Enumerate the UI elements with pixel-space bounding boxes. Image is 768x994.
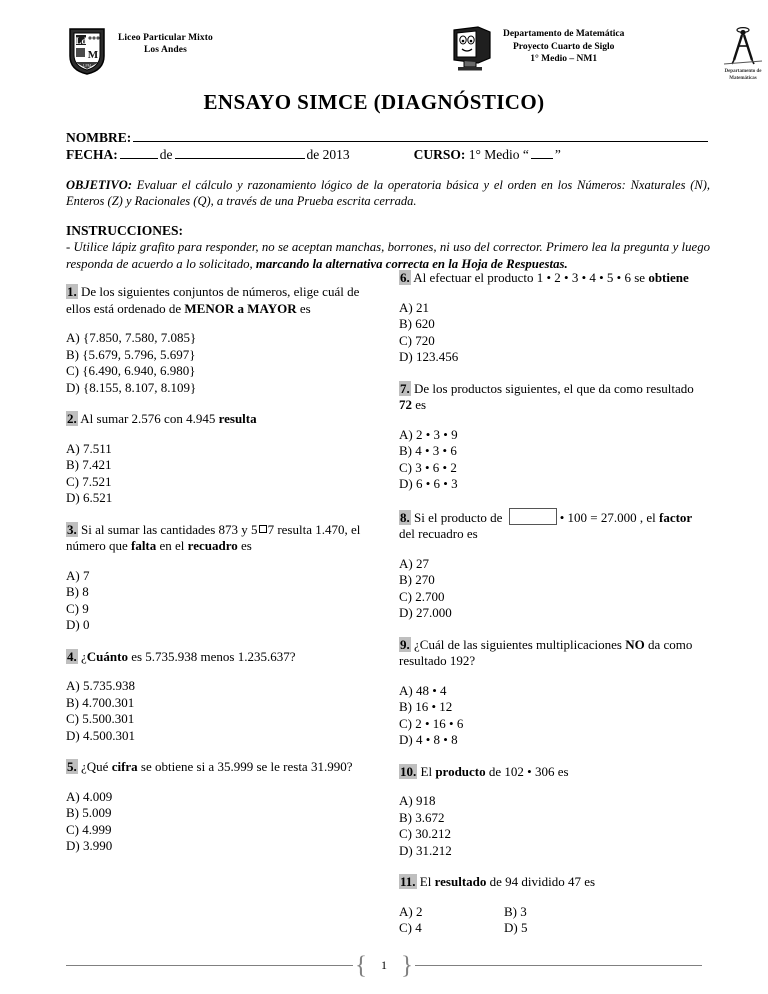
school-name-line2: Los Andes	[144, 45, 187, 55]
question-stem	[66, 284, 377, 317]
answer-option[interactable]: C) 7.521	[66, 473, 112, 489]
stem-text: 7 resulta 1.470, el número que	[66, 521, 361, 553]
svg-text:LPM: LPM	[82, 63, 92, 68]
answer-option[interactable]: D) 6 • 6 • 3	[399, 476, 458, 491]
school-crest-icon	[66, 26, 108, 76]
stem-text: de 94 dividido 47 es	[486, 874, 596, 889]
answer-option[interactable]: C) 720	[399, 332, 435, 348]
question-stem	[66, 759, 377, 776]
answer-option[interactable]: D) 27.000	[399, 605, 452, 620]
answer-option[interactable]: D) 4.500.301	[66, 727, 135, 743]
missing-factor-box	[509, 508, 557, 525]
question-stem	[399, 874, 710, 891]
answer-option[interactable]: B) 4 • 3 • 6	[399, 443, 457, 458]
answer-options	[399, 904, 710, 937]
computer-monitor-icon	[448, 24, 494, 72]
svg-text:Ld: Ld	[75, 36, 87, 46]
answer-option[interactable]: A) 5.735.938	[66, 678, 135, 693]
stem-text: Si el producto de	[410, 509, 506, 525]
department-identity	[448, 24, 624, 72]
objetivo-label: OBJETIVO:	[66, 178, 132, 192]
compass-icon	[720, 24, 766, 68]
question-stem	[399, 764, 710, 781]
answer-option[interactable]: A) 7.511	[66, 440, 112, 456]
answer-option[interactable]: C) {6.490, 6.940, 6.980}	[66, 363, 196, 378]
answer-option[interactable]: C) 3 • 6 • 2	[399, 459, 457, 475]
nombre-input[interactable]	[133, 130, 708, 142]
footer-brace-left: {	[355, 952, 367, 979]
fecha-label: FECHA:	[66, 147, 118, 162]
answer-option[interactable]: C) 9	[66, 600, 89, 616]
question-8	[399, 508, 710, 622]
answer-option[interactable]: B) 16 • 12	[399, 699, 453, 714]
stem-text: ¿	[77, 648, 87, 664]
question-11	[399, 874, 710, 937]
answer-options	[399, 556, 710, 622]
answer-option[interactable]: D) 0	[66, 617, 90, 632]
answer-option[interactable]: A) 27	[399, 555, 429, 571]
stem-text: es	[296, 300, 311, 316]
stem-text: en el	[156, 538, 188, 553]
page-footer	[66, 953, 702, 978]
curso-value: 1° Medio “	[468, 147, 529, 162]
stem-text: El	[416, 874, 435, 889]
answer-option[interactable]: B) 3.672	[399, 809, 445, 825]
stem-text: ¿Qué	[77, 759, 112, 774]
stem-emphasis: MENOR a MAYOR	[184, 300, 297, 316]
stem-text: Al sumar 2.576 con 4.945	[77, 411, 219, 426]
answer-option[interactable]: B) 270	[399, 572, 435, 587]
school-identity	[66, 26, 213, 76]
answer-option[interactable]: C) 4	[399, 920, 422, 935]
stem-emphasis: Cuánto	[86, 648, 128, 664]
school-name-line1: Liceo Particular Mixto	[118, 33, 213, 43]
question-number: 3.	[67, 521, 77, 537]
answer-option[interactable]: A) 21	[399, 299, 429, 315]
department-name	[503, 28, 624, 66]
question-number: 11.	[400, 874, 416, 889]
answer-option[interactable]: C) 2.700	[399, 588, 445, 604]
answer-option[interactable]: B) 3	[504, 903, 527, 919]
stem-emphasis: 72	[399, 397, 412, 412]
stem-text: se obtiene si a 35.999 se le resta 31.990?	[137, 759, 353, 774]
answer-option[interactable]: D) 4 • 8 • 8	[399, 732, 458, 747]
answer-options	[66, 789, 377, 855]
footer-line-right	[415, 965, 702, 966]
question-number: 7.	[400, 380, 410, 396]
stem-text: es	[412, 397, 427, 412]
answer-options	[66, 678, 377, 744]
page-header	[66, 22, 762, 88]
answer-option[interactable]: A) 2	[399, 903, 423, 919]
stem-text: ¿Cuál de las siguientes multiplicaciones	[410, 636, 626, 652]
answer-option[interactable]: A) 7	[66, 567, 90, 583]
question-number: 6.	[400, 270, 410, 285]
curso-close-quote: ”	[554, 147, 561, 162]
questions-column-left	[66, 284, 377, 966]
answer-options	[399, 427, 710, 493]
answer-options	[66, 568, 377, 634]
answer-option[interactable]: D) {8.155, 8.107, 8.109}	[66, 379, 197, 395]
stem-text: de 102 • 306 es	[485, 763, 569, 779]
fecha-row	[66, 146, 710, 163]
nombre-label: NOMBRE:	[66, 130, 132, 145]
answer-options	[399, 683, 710, 749]
stem-text: • 100 = 27.000 , el	[559, 509, 659, 525]
questions-column-right	[399, 270, 710, 952]
school-name	[118, 32, 213, 56]
stem-emphasis: obtiene	[648, 270, 689, 285]
stem-text: El	[417, 763, 436, 779]
answer-option[interactable]: D) 6.521	[66, 490, 113, 505]
compass-caption-line1: Departamento de	[724, 69, 762, 74]
answer-option[interactable]: A) 48 • 4	[399, 682, 447, 698]
question-stem	[399, 381, 710, 414]
instrucciones-body	[66, 239, 710, 272]
nombre-row	[66, 129, 710, 146]
stem-text: da como resultado 192?	[399, 636, 693, 668]
answer-options	[66, 441, 377, 507]
stem-emphasis: resulta	[218, 411, 257, 426]
instrucciones-emphasis: marcando la alternativa correcta en la Hoja de Respuestas.	[255, 256, 568, 271]
footer-brace-right: }	[401, 952, 413, 979]
question-number: 10.	[400, 763, 417, 779]
page-number: 1	[381, 958, 387, 972]
answer-options	[66, 330, 377, 396]
answer-option[interactable]: C) 5.500.301	[66, 711, 135, 726]
dept-line1: Departamento de Matemática	[503, 29, 625, 39]
questions-area	[66, 270, 710, 966]
fecha-de-1: de	[159, 147, 173, 162]
stem-text: Al efectuar el producto 1 • 2 • 3 • 4 • 5 • 6 se	[410, 270, 649, 285]
fecha-day-input[interactable]	[120, 147, 158, 159]
stem-text: es 5.735.938 menos 1.235.637?	[127, 648, 296, 664]
dept-line2: Proyecto Cuarto de Siglo	[512, 41, 615, 52]
stem-text: del recuadro es	[399, 526, 478, 541]
compass-caption	[711, 69, 768, 82]
curso-input[interactable]	[531, 147, 553, 159]
question-7	[399, 381, 710, 493]
answer-option[interactable]: D) 31.212	[399, 842, 452, 858]
question-9	[399, 637, 710, 749]
question-stem	[399, 270, 710, 287]
question-4	[66, 649, 377, 745]
stem-text: De los siguientes conjuntos de números, elige cuál de ellos está ordenado de	[66, 284, 360, 316]
answer-option[interactable]: C) 2 • 16 • 6	[399, 715, 464, 731]
answer-option[interactable]: A) 2 • 3 • 9	[399, 426, 458, 442]
stem-emphasis: factor	[658, 509, 693, 525]
question-number: 5.	[67, 759, 77, 774]
identity-fields	[66, 129, 710, 163]
instrucciones-text: - Utilice lápiz grafito para responder, no se aceptan manchas, borrones, ni uso del corrector. Primero lea la pregunta y luego responda de acuerdo a lo solicitado,	[66, 240, 710, 271]
answer-options	[399, 793, 710, 859]
stem-text: Si al sumar las cantidades 873 y 5	[77, 521, 258, 537]
question-number: 9.	[400, 636, 410, 652]
question-stem	[399, 508, 710, 543]
footer-line-left	[66, 965, 353, 966]
answer-option[interactable]: A) {7.850, 7.580, 7.085}	[66, 330, 197, 345]
answer-option[interactable]: B) {5.679, 5.796, 5.697}	[66, 346, 196, 362]
svg-text:M: M	[87, 49, 99, 61]
answer-option[interactable]: B) 7.421	[66, 457, 112, 472]
answer-option[interactable]: D) 123.456	[399, 349, 459, 364]
page-title: ENSAYO SIMCE (DIAGNÓSTICO)	[203, 90, 545, 114]
stem-emphasis: resultado	[434, 874, 487, 889]
stem-emphasis: falta	[130, 538, 157, 553]
objetivo-section	[66, 177, 710, 209]
answer-option[interactable]: D) 5	[504, 920, 528, 935]
question-2	[66, 411, 377, 507]
question-number: 1.	[67, 284, 77, 299]
answer-option[interactable]: B) 5.009	[66, 805, 112, 820]
question-10	[399, 764, 710, 860]
question-5	[66, 759, 377, 855]
question-number: 2.	[67, 411, 77, 426]
question-number: 4.	[67, 648, 77, 664]
objetivo-text: Evaluar el cálculo y razonamiento lógico de la operatoria básica y el orden en los Números: Nxaturales (N), Enteros (Z) y Racionales (Q), a través de una Prueba escrita cerrada.	[66, 178, 710, 208]
stem-text: es	[237, 538, 252, 553]
question-stem	[399, 637, 710, 670]
math-department-logo	[711, 24, 768, 82]
question-stem	[66, 649, 377, 666]
question-6	[399, 270, 710, 366]
instrucciones-title: INSTRUCCIONES:	[66, 223, 184, 238]
answer-options	[399, 300, 710, 366]
question-3	[66, 522, 377, 634]
fecha-year: de 2013	[306, 147, 350, 162]
stem-text: De los productos siguientes, el que da como resultado	[410, 380, 694, 396]
answer-option[interactable]: B) 4.700.301	[66, 694, 135, 710]
answer-option[interactable]: D) 3.990	[66, 838, 113, 853]
question-stem	[66, 522, 377, 555]
stem-emphasis: recuadro	[187, 538, 238, 553]
answer-option[interactable]: B) 620	[399, 316, 435, 331]
stem-emphasis: cifra	[111, 759, 138, 774]
dept-line3: 1° Medio – NM1	[530, 54, 598, 64]
answer-option[interactable]: C) 4.999	[66, 821, 112, 837]
question-1	[66, 284, 377, 396]
stem-emphasis: producto	[435, 763, 486, 779]
answer-option[interactable]: B) 8	[66, 584, 89, 599]
question-stem	[66, 411, 377, 428]
question-number: 8.	[400, 509, 410, 525]
stem-emphasis: NO	[625, 636, 645, 652]
compass-caption-line2: Matemáticas	[729, 75, 757, 81]
answer-option[interactable]: A) 4.009	[66, 788, 113, 804]
fecha-month-input[interactable]	[175, 147, 305, 159]
answer-option[interactable]: C) 30.212	[399, 826, 451, 841]
answer-option[interactable]: A) 918	[399, 793, 436, 808]
missing-digit-box	[259, 525, 267, 533]
curso-label: CURSO:	[413, 147, 466, 162]
